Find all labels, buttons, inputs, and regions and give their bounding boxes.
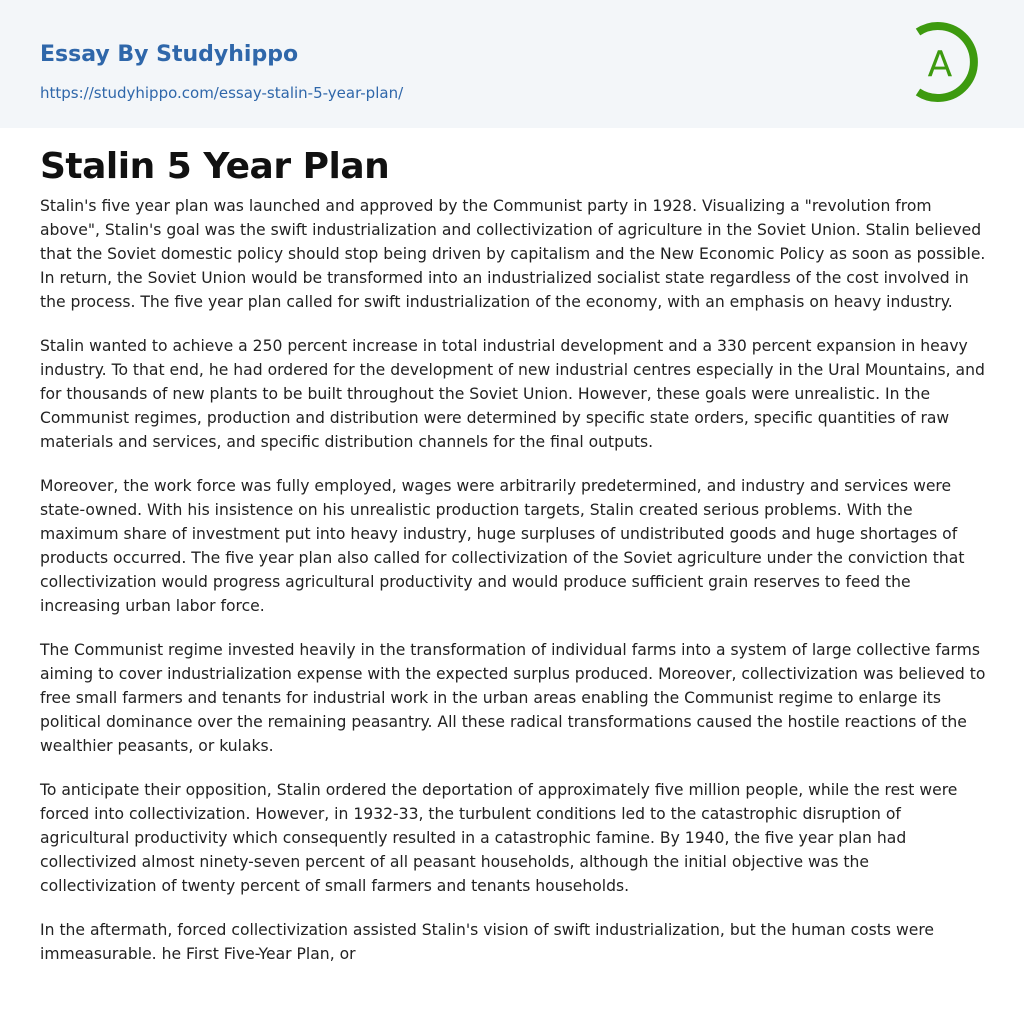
paragraph: In the aftermath, forced collectivization assisted Stalin's vision of swift industrialization, but the human costs were immeasurable. he First Five-Year Plan, or	[40, 921, 935, 963]
paragraph: The Communist regime invested heavily in the transformation of individual farms into a system of large collective farms aiming to cover industrialization expense with the expected surplus produced. Moreover, collectivization was believed to free small farmers and tenants for industrial work in the urban areas enabling the Communist regime to enlarge its political dominance over the remaining peasantry. All these radical transformations caused the hostile reactions of the wealthier peasants, or kulaks.	[40, 641, 986, 755]
paragraph: Moreover, the work force was fully employed, wages were arbitrarily predetermined, and industry and services were state-owned. With his insistence on his unrealistic production targets, Stalin created serious problems. With the maximum share of investment put into heavy industry, huge surpluses of undistributed goods and huge shortages of products occurred. The five year plan also called for collectivization of the Soviet agriculture under the conviction that collectivization would progress agricultural productivity and would produce sufficient grain reserves to feed the increasing urban labor force.	[40, 477, 965, 615]
site-header	[0, 0, 1024, 128]
studyhippo-logo-icon	[910, 18, 986, 106]
paragraph: To anticipate their opposition, Stalin ordered the deportation of approximately five million people, while the rest were forced into collectivization. However, in 1932-33, the turbulent conditions led to the catastrophic disruption of agricultural productivity which consequently resulted in a catastrophic famine. By 1940, the five year plan had collectivized almost ninety-seven percent of all peasant households, although the initial objective was the collectivization of twenty percent of small farmers and tenants households.	[40, 781, 958, 895]
paragraph: Stalin's five year plan was launched and approved by the Communist party in 1928. Visualizing a "revolution from above", Stalin's goal was the swift industrialization and collectivization of agriculture in the Soviet Union. Stalin believed that the Soviet domestic policy should stop being driven by capitalism and the New Economic Policy as soon as possible. In return, the Soviet Union would be transformed into an industrialized socialist state regardless of the cost involved in the process. The five year plan called for swift industrialization of the economy, with an emphasis on heavy industry.	[40, 197, 986, 311]
essay-body	[40, 194, 986, 986]
paragraph: Stalin wanted to achieve a 250 percent increase in total industrial development and a 330 percent expansion in heavy industry. To that end, he had ordered for the development of new industrial centres especially in the Ural Mountains, and for thousands of new plants to be built throughout the Soviet Union. However, these goals were unrealistic. In the Communist regimes, production and distribution were determined by specific state orders, specific quantities of raw materials and services, and specific distribution channels for the final outputs.	[40, 337, 985, 451]
svg-text:A: A	[927, 44, 953, 85]
page-title: Stalin 5 Year Plan	[40, 146, 390, 187]
essay-url-link[interactable]: https://studyhippo.com/essay-stalin-5-year-plan/	[40, 84, 404, 102]
site-title: Essay By Studyhippo	[40, 42, 299, 67]
